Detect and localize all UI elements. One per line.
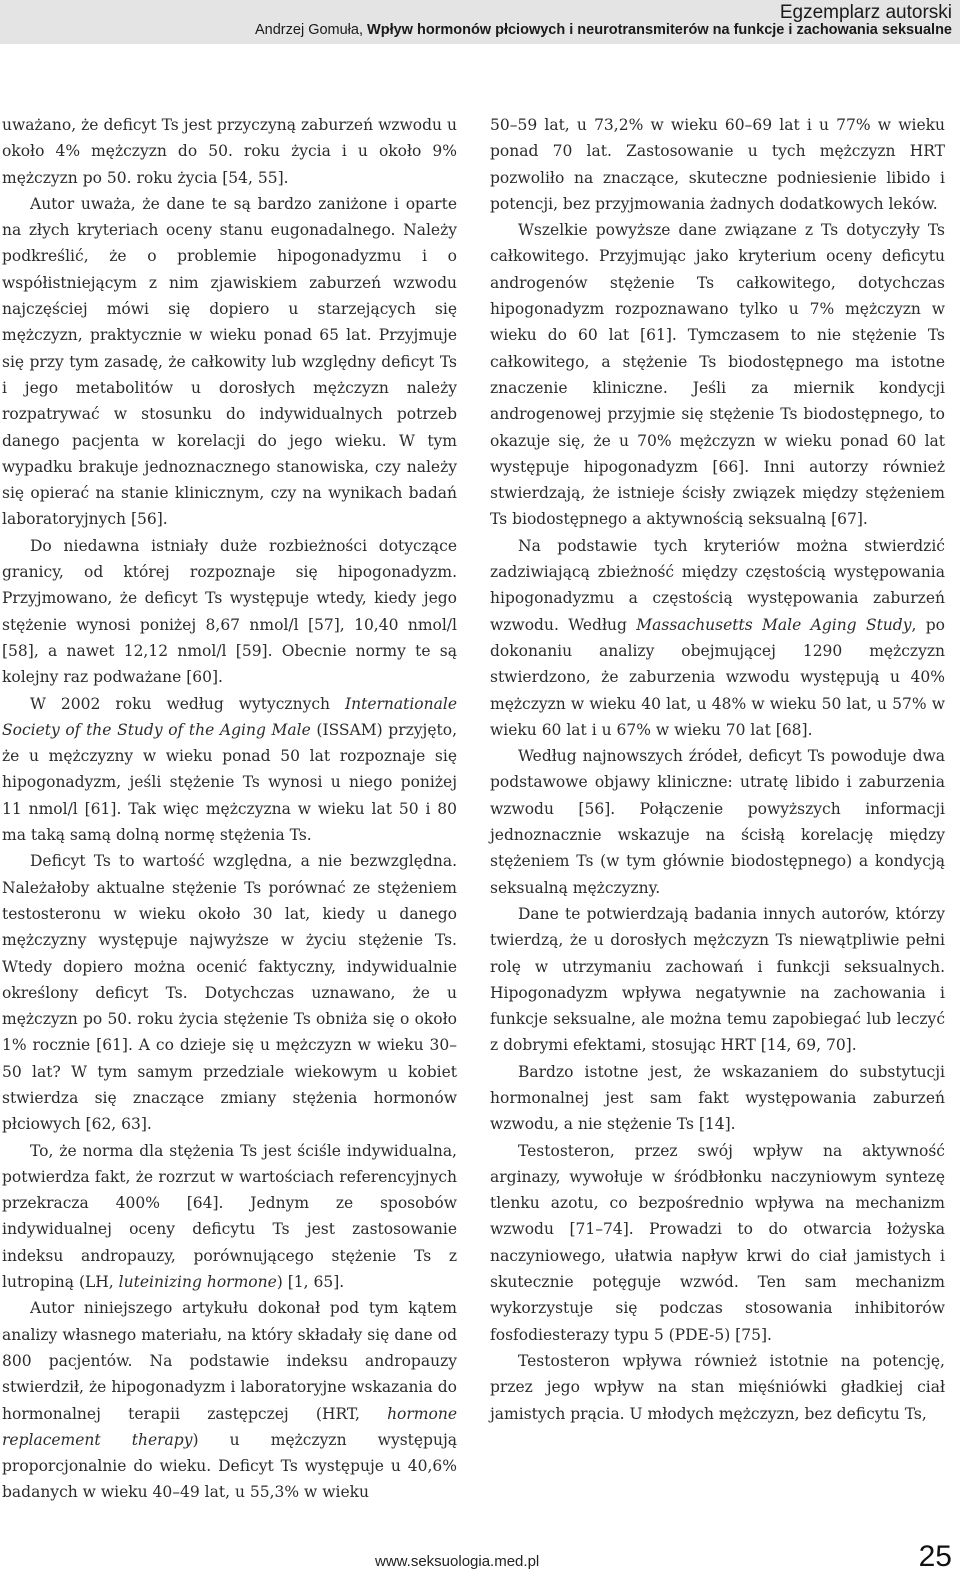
italic-term: Massachusetts Male Aging Study: [636, 615, 912, 634]
left-paragraph-7: [2, 1295, 457, 1505]
left-paragraph-4: [2, 691, 457, 849]
text-run: To, że norma dla stężenia Ts jest ściśle indywidualna, potwierdza fakt, że rozrzut w wartościach referencyjnych przekracza 400% [64]. Jednym ze sposobów indywidualnej oceny deficytu Ts jest zastosowanie indeksu andropauzy, porównującego stężenie Ts z lutropiną (LH,: [2, 1141, 457, 1292]
italic-term: hormone replacement therapy: [2, 1404, 457, 1449]
italic-term: Internationale Society of the Study of the Aging Male: [2, 694, 457, 739]
text-run: W 2002 roku według wytycznych: [30, 694, 345, 713]
text-run: ) [1, 65].: [276, 1273, 345, 1292]
right-paragraph-8: Testosteron wpływa również istotnie na potencję, przez jego wpływ na stan mięśniówki gładkiej ciał jamistych prącia. U młodych mężczyzn, bez deficytu Ts,: [490, 1351, 945, 1423]
header-title: Egzemplarz autorski: [779, 2, 952, 23]
running-header: [0, 0, 960, 44]
text-run: ) u mężczyzn występują proporcjonalnie do wieku. Deficyt Ts występuje u 40,6% badanych w wieku 40–49 lat, u 55,3% w wieku: [2, 1430, 458, 1502]
footer-url-link[interactable]: www.seksuologia.med.pl: [375, 1553, 540, 1570]
right-paragraph-6: Bardzo istotne jest, że wskazaniem do substytucji hormonalnej jest sam fakt występowania zaburzeń wzwodu, a nie stężenie Ts [14].: [490, 1062, 945, 1134]
right-paragraph-7: Testosteron, przez swój wpływ na aktywność arginazy, wywołuje w śródbłonku naczyniowym syntezę tlenku azotu, co bezpośrednio wpływa na mechanizm wzwodu [71–74]. Prowadzi to do otwarcia łożyska naczyniowego, ułatwia napływ krwi do ciał jamistych i skutecznie potęguje wzwód. Ten sam mechanizm wykorzystuje się podczas stosowania inhibitorów fosfodiesterazy typu 5 (PDE-5) [75].: [490, 1141, 945, 1344]
right-paragraph-3: [490, 533, 945, 743]
header-author: Andrzej Gomuła,: [255, 22, 368, 38]
left-paragraph-6: [2, 1138, 457, 1296]
right-paragraph-2: Wszelkie powyższe dane związane z Ts dotyczyły Ts całkowitego. Przyjmując jako kryterium oceny deficytu androgenów stężenie Ts całkowitego, dotychczas hipogonadyzm rozpoznawano tylko u 7% mężczyzn w wieku do 60 lat [61]. Tymczasem to nie stężenie Ts całkowitego, a stężenie Ts biodostępnego ma istotne znaczenie kliniczne. Jeśli za miernik kondycji androgenowej przyjmie się stężenie Ts biodostępnego, to okazuje się, że u 70% mężczyzn w wieku ponad 60 lat występuje hipogonadyzm [66]. Inni autorzy również stwierdzają, że istnieje ścisły związek między stężeniem Ts biodostępnego a aktywnością seksualną [67].: [490, 221, 945, 529]
header-subtitle: [255, 22, 952, 38]
italic-term: luteinizing hormone: [118, 1273, 277, 1292]
text-run: Na podstawie tych kryteriów można stwierdzić zadziwiającą zbieżność między częstością występowania hipogonadyzmu a częstością występowania zaburzeń wzwodu. Według: [490, 536, 945, 634]
left-column: [2, 112, 457, 1506]
right-column: [490, 112, 945, 1427]
right-paragraph-4: Według najnowszych źródeł, deficyt Ts powoduje dwa podstawowe objawy kliniczne: utratę libido i zaburzenia wzwodu [56]. Połączenie powyższych informacji jednoznacznie wskazuje na ścisłą korelację między stężeniem Ts (w tym głównie biodostępnego) a kondycją seksualną mężczyzny.: [490, 747, 945, 897]
left-paragraph-2: Autor uważa, że dane te są bardzo zaniżone i oparte na złych kryteriach oceny stanu eugonadalnego. Należy podkreślić, że o problemie hipogonadyzmu i o współistniejącym z nim zjawiskiem zaburzeń wzwodu najczęściej mówi się dopiero u starzejących się mężczyzn, praktycznie w wieku ponad 65 lat. Przyjmuje się przy tym zasadę, że całkowity lub względny deficyt Ts i jego metabolitów u dorosłych mężczyzn należy rozpatrywać w stosunku do indywidualnych potrzeb danego pacjenta w korelacji do jego wieku. W tym wypadku brakuje jednoznacznego stanowiska, czy należy się opierać na stanie klinicznym, czy na wynikach badań laboratoryjnych [56].: [2, 194, 457, 529]
text-run: (ISSAM) przyjęto, że u mężczyzny w wieku ponad 50 lat rozpoznaje się hipogonadyzm, jeśli stężenie Ts wynosi u niego poniżej 11 nmol/l [61]. Tak więc mężczyzna w wieku lat 50 i 80 ma taką samą dolną normę stężenia Ts.: [2, 720, 458, 845]
left-paragraph-5: Deficyt Ts to wartość względna, a nie bezwzględna. Należałoby aktualne stężenie Ts porównać ze stężeniem testosteronu w wieku około 30 lat, kiedy u danego mężczyzny występuje najwyższe w życiu stężenie Ts. Wtedy dopiero można ocenić faktyczny, indywidualnie określony deficyt Ts. Dotychczas uznawano, że u mężczyzn po 50. roku życia stężenie Ts obniża się o około 1% rocznie [61]. A co dzieje się u mężczyzn w wieku 30–50 lat? W tym samym przedziale wiekowym u kobiet stwierdza się znaczące zmiany stężenia hormonów płciowych [62, 63].: [2, 852, 457, 1134]
text-run: Autor niniejszego artykułu dokonał pod tym kątem analizy własnego materiału, na który składały się dane od 800 pacjentów. Na podstawie indeksu andropauzy stwierdził, że hipogonadyzm i laboratoryjne wskazania do hormonalnej terapii zastępczej (HRT,: [2, 1299, 457, 1423]
right-paragraph-5: Dane te potwierdzają badania innych autorów, którzy twierdzą, że u dorosłych mężczyzn Ts niewątpliwie pełni rolę w utrzymaniu zachowań i funkcji seksualnych. Hipogonadyzm wpływa negatywnie na zachowania i funkcje seksualne, ale można temu zapobiegać lub leczyć z dobrymi efektami, stosując HRT [14, 69, 70].: [490, 904, 945, 1055]
header-article-title: Wpływ hormonów płciowych i neurotransmiterów na funkcje i zachowania seksualne: [367, 22, 952, 38]
page-number: 25: [918, 1540, 952, 1573]
right-paragraph-1: 50–59 lat, u 73,2% w wieku 60–69 lat i u 77% w wieku ponad 70 lat. Zastosowanie u tych mężczyzn HRT pozwoliło na znaczące, skuteczne podniesienie libido i potencji, bez przyjmowania żadnych dodatkowych leków.: [490, 116, 945, 213]
left-paragraph-3: Do niedawna istniały duże rozbieżności dotyczące granicy, od której rozpoznaje się hipogonadyzm. Przyjmowano, że deficyt Ts występuje wtedy, kiedy jego stężenie wynosi poniżej 8,67 nmol/l [57], 10,40 nmol/l [58], a nawet 12,12 nmol/l [59]. Obecnie normy te są kolejny raz podważane [60].: [2, 536, 457, 687]
text-run: , po dokonaniu analizy obejmującej 1290 mężczyzn stwierdzono, że zaburzenia wzwodu występują u 40% mężczyzn w wieku 40 lat, u 48% w wieku 50 lat, u 57% w wieku 60 lat i u 67% w wieku 70 lat [68].: [490, 615, 945, 739]
left-paragraph-1: uważano, że deficyt Ts jest przyczyną zaburzeń wzwodu u około 4% mężczyzn do 50. roku życia i u około 9% mężczyzn po 50. roku życia [54, 55].: [2, 116, 457, 187]
